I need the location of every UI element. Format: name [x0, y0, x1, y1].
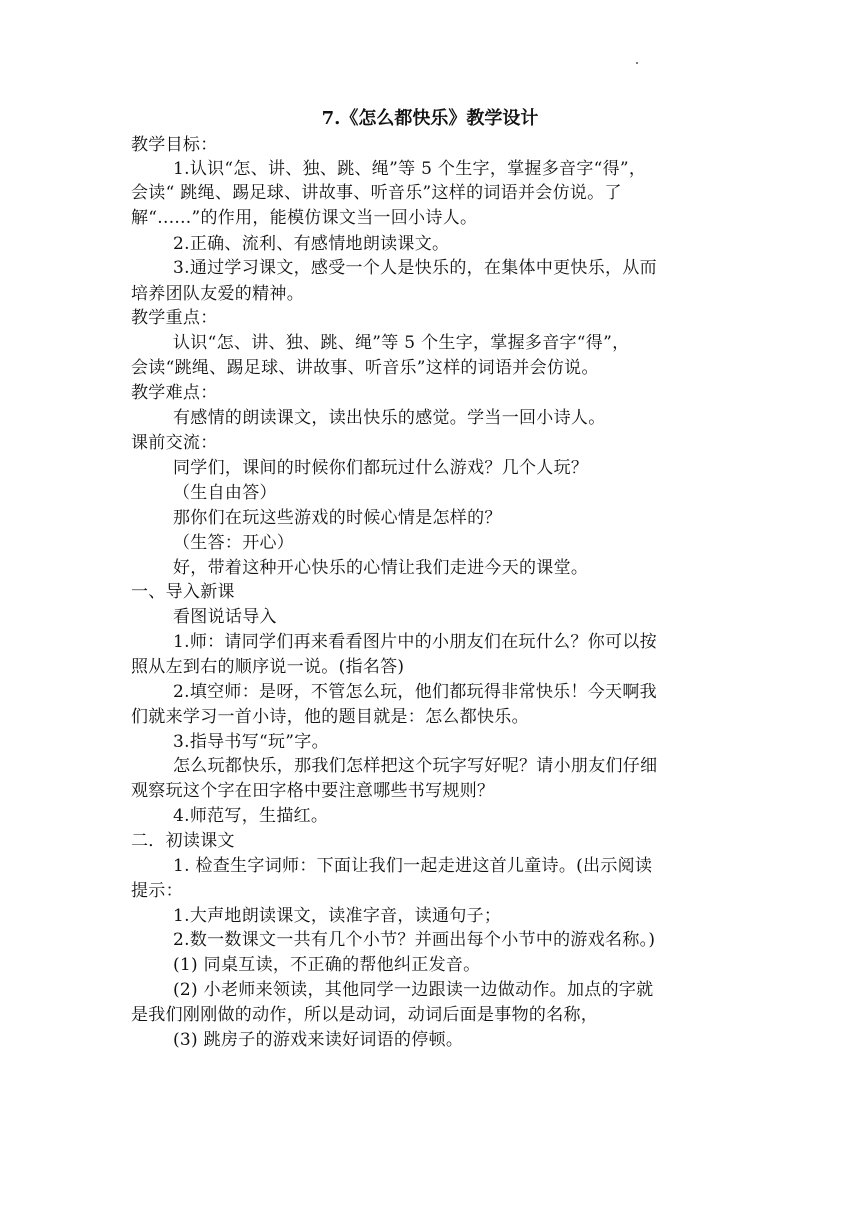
- text-line: 会读“ 跳绳、踢足球、讲故事、听音乐”这样的词语并会仿说。了: [131, 183, 622, 203]
- text-line: 同学们，课间的时候你们都玩过什么游戏？几个人玩？: [173, 458, 589, 478]
- text-line: 1.师：请同学们再来看看图片中的小朋友们在玩什么？你可以按: [173, 632, 657, 652]
- section-heading: 课前交流：: [131, 433, 218, 453]
- text-line: 们就来学习一首小诗，他的题目就是：怎么都快乐。: [131, 707, 529, 727]
- section-heading: 教学难点：: [131, 383, 218, 403]
- section-heading: 教学重点：: [131, 308, 218, 328]
- text-line: (1) 同桌互读，不正确的帮他纠正发音。: [173, 955, 481, 975]
- text-line: (3) 跳房子的游戏来读好词语的停顿。: [173, 1030, 464, 1050]
- document-title: 7.《怎么都快乐》教学设计: [321, 108, 539, 129]
- text-line: （生答：开心）: [173, 533, 295, 553]
- text-line: 2.正确、流利、有感情地朗读课文。: [173, 234, 450, 254]
- section-heading: 一、导入新课: [131, 582, 235, 602]
- text-line: 1.大声地朗读课文，读准字音，读通句子；: [173, 906, 502, 926]
- text-line: 怎么玩都快乐，那我们怎样把这个玩字写好呢？请小朋友们仔细: [173, 756, 658, 776]
- section-heading: 二．初读课文: [131, 831, 235, 851]
- text-line: （生自由答）: [173, 483, 277, 503]
- text-line: 3.指导书写“玩”字。: [173, 732, 329, 752]
- text-line: 解“......”的作用，能模仿课文当一回小诗人。: [131, 208, 478, 228]
- text-line: 1. 检查生字词师：下面让我们一起走进这首儿童诗。(出示阅读: [173, 856, 653, 876]
- text-line: 会读“跳绳、踢足球、讲故事、听音乐”这样的词语并会仿说。: [131, 358, 599, 378]
- text-line: 认识“怎、讲、独、跳、绳”等 5 个生字，掌握多音字“得”，: [173, 333, 630, 353]
- section-heading: 教学目标：: [131, 135, 218, 155]
- text-line: 那你们在玩这些游戏的时候心情是怎样的？: [173, 508, 502, 528]
- text-line: 2.填空师：是呀，不管怎么玩，他们都玩得非常快乐！今天啊我: [173, 682, 657, 702]
- text-line: 有感情的朗读课文，读出快乐的感觉。学当一回小诗人。: [173, 408, 606, 428]
- page-dot: [636, 62, 638, 64]
- text-line: 观察玩这个字在田字格中要注意哪些书写规则？: [131, 781, 495, 801]
- text-line: 培养团队友爱的精神。: [131, 284, 304, 304]
- text-line: 4.师范写，生描红。: [173, 806, 329, 826]
- text-line: (2) 小老师来领读，其他同学一边跟读一边做动作。加点的字就: [173, 980, 654, 1000]
- text-line: 看图说话导入: [173, 607, 277, 627]
- text-line: 是我们刚刚做的动作，所以是动词，动词后面是事物的名称，: [131, 1005, 599, 1025]
- text-line: 2.数一数课文一共有几个小节？并画出每个小节中的游戏名称。): [173, 930, 656, 950]
- text-line: 3.通过学习课文，感受一个人是快乐的，在集体中更快乐，从而: [173, 258, 657, 278]
- text-line: 1.认识“怎、讲、独、跳、绳”等 5 个生字，掌握多音字“得”，: [173, 159, 647, 179]
- text-line: 好，带着这种开心快乐的心情让我们走进今天的课堂。: [173, 558, 589, 578]
- text-line: 照从左到右的顺序说一说。(指名答): [131, 657, 405, 677]
- text-line: 提示：: [131, 881, 183, 901]
